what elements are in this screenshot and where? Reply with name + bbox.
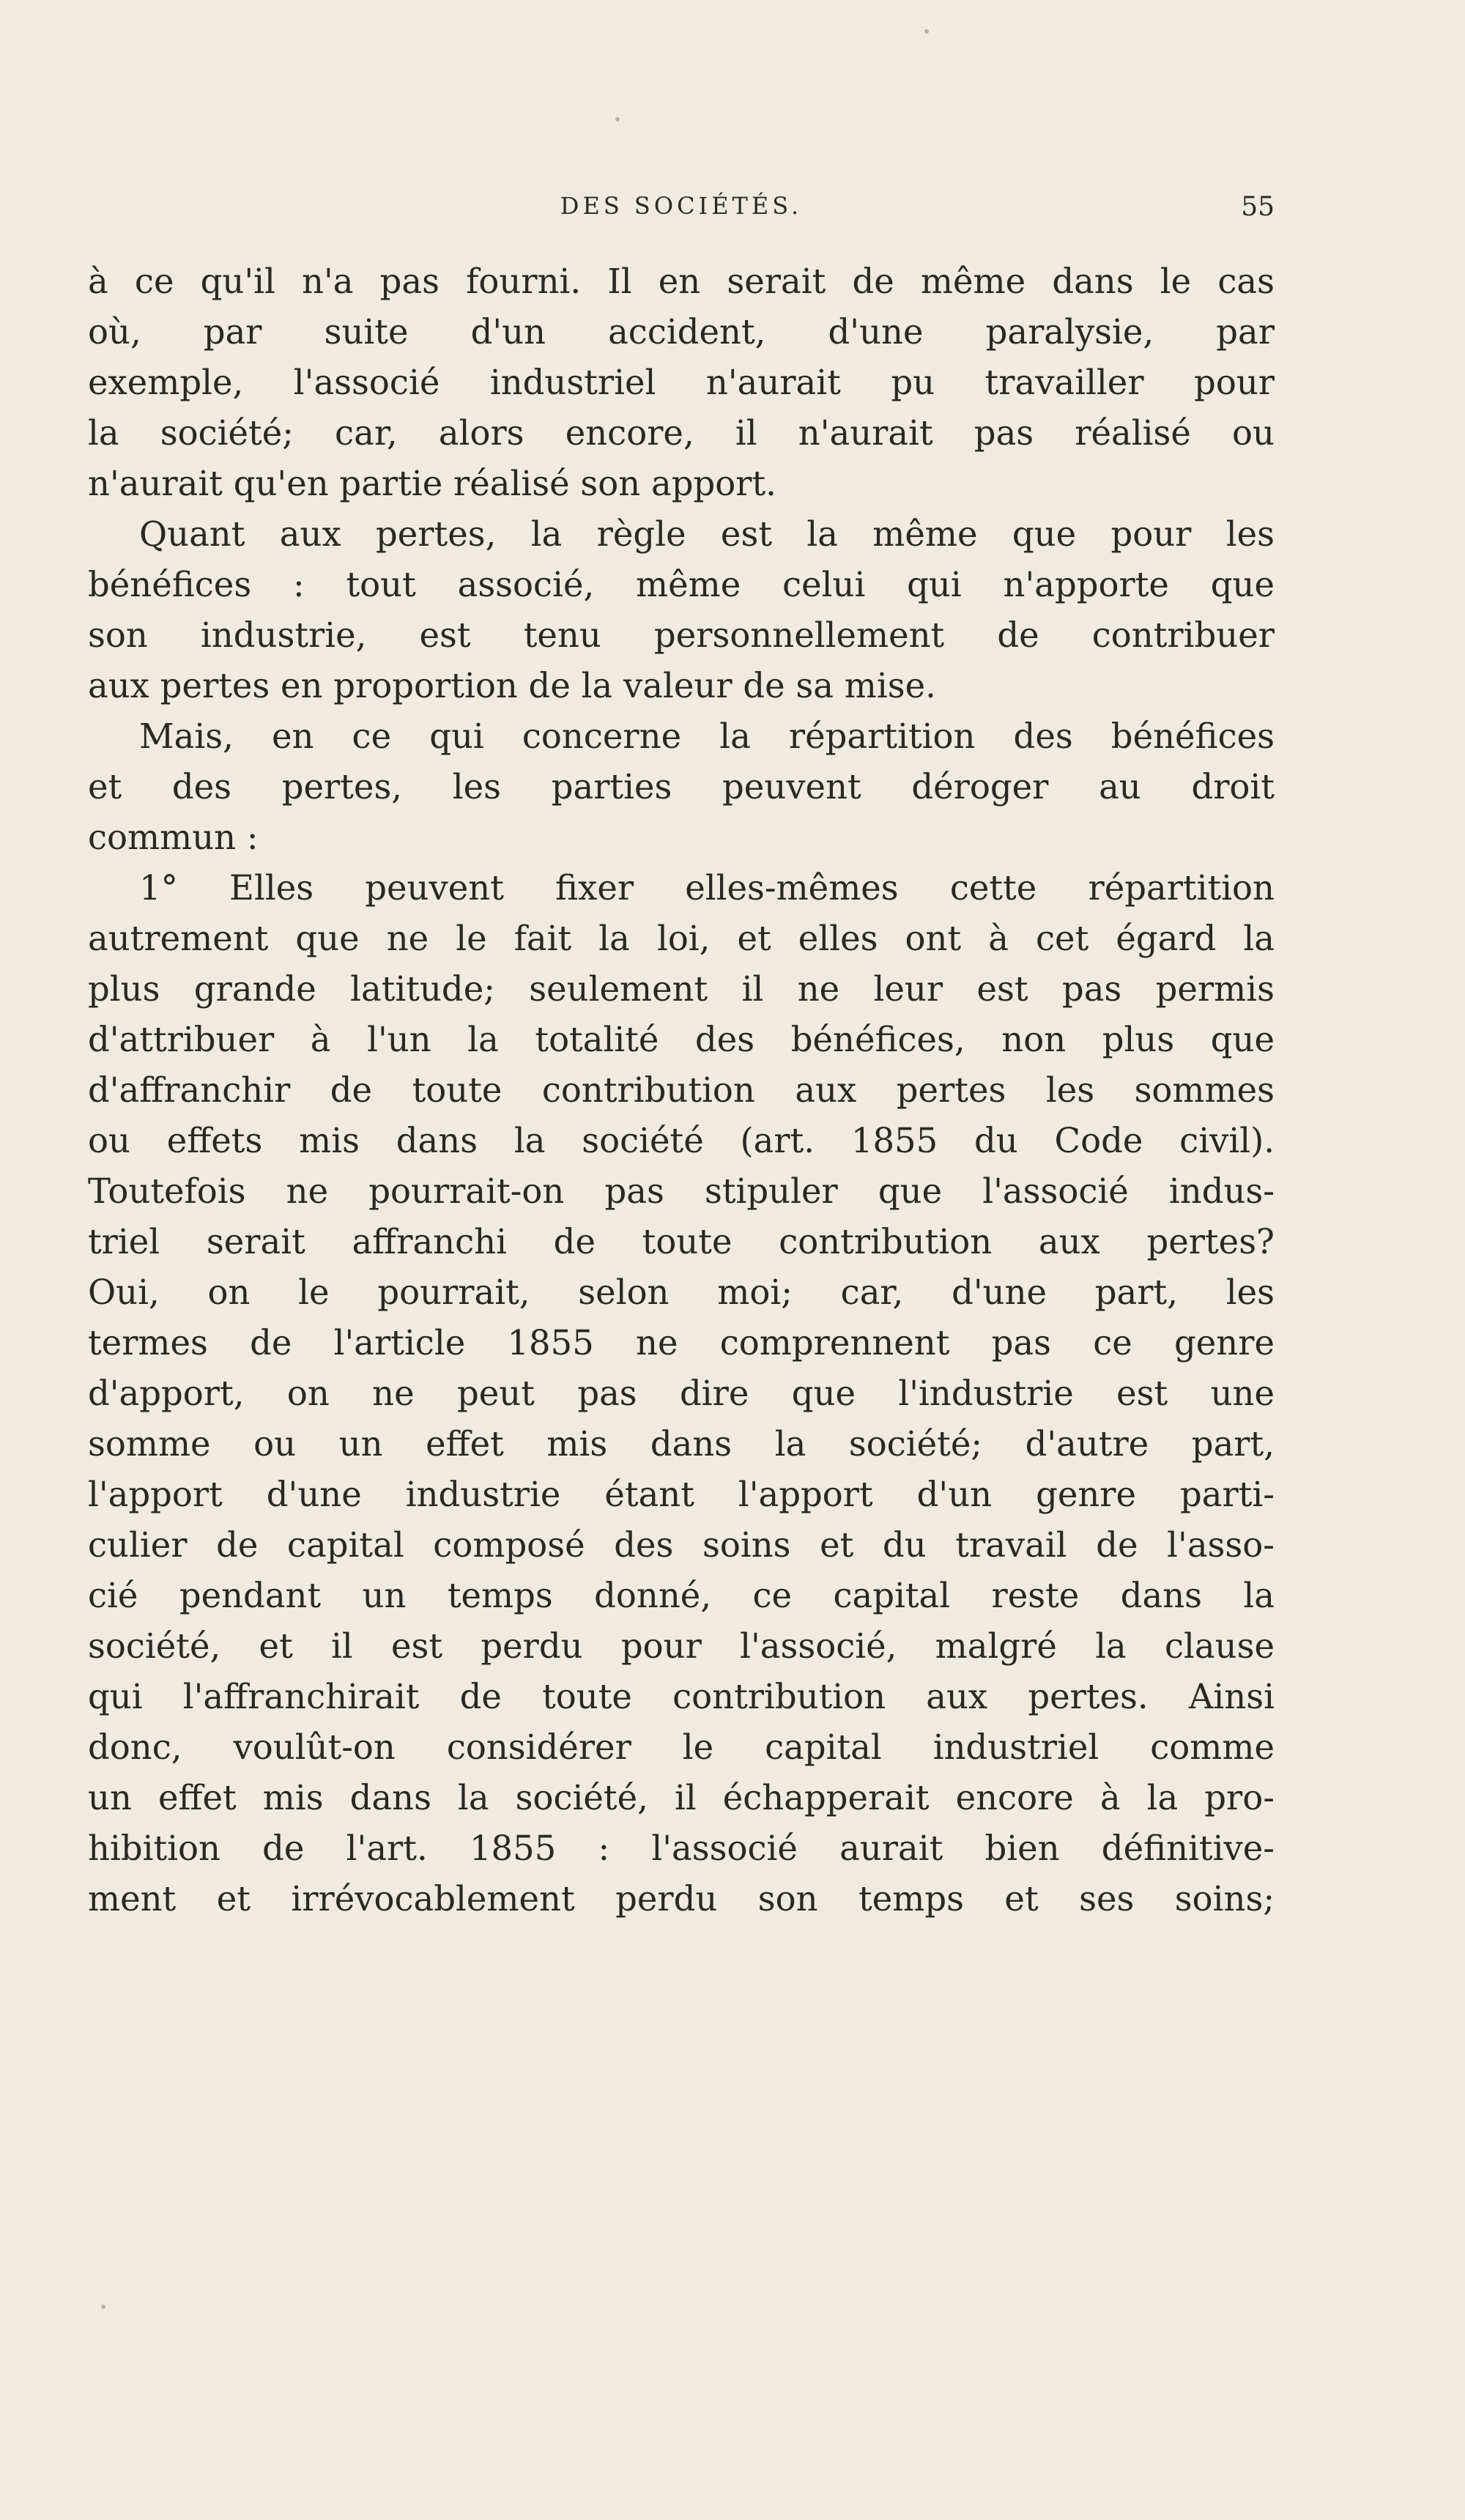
text-line: et des pertes, les parties peuvent déroger au droit <box>88 767 1275 807</box>
text-line: d'apport, on ne peut pas dire que l'industrie est une <box>88 1374 1275 1413</box>
text-line: ment et irrévocablement perdu son temps et ses soins; <box>88 1879 1275 1919</box>
text-line: à ce qu'il n'a pas fourni. Il en serait de même dans le cas <box>88 262 1275 301</box>
text-line: qui l'affranchirait de toute contribution aux pertes. Ainsi <box>88 1677 1275 1716</box>
text-line: triel serait affranchi de toute contribution aux pertes? <box>88 1222 1275 1261</box>
page-header <box>88 192 1275 229</box>
text-line: donc, voulût-on considérer le capital industriel comme <box>88 1727 1275 1767</box>
text-line: aux pertes en proportion de la valeur de sa mise. <box>88 666 936 705</box>
paragraph-start-line: Quant aux pertes, la règle est la même que pour les <box>139 514 1275 554</box>
text-line: d'affranchir de toute contribution aux pertes les sommes <box>88 1070 1275 1110</box>
text-line: hibition de l'art. 1855 : l'associé aurait bien définitive- <box>88 1828 1275 1868</box>
text-line: Oui, on le pourrait, selon moi; car, d'une part, les <box>88 1272 1275 1312</box>
text-line: d'attribuer à l'un la totalité des bénéfices, non plus que <box>88 1020 1275 1059</box>
paper-speck <box>615 117 620 122</box>
text-line: somme ou un effet mis dans la société; d'autre part, <box>88 1424 1275 1464</box>
text-line: ou effets mis dans la société (art. 1855 du Code civil). <box>88 1121 1275 1160</box>
text-line: n'aurait qu'en partie réalisé son apport. <box>88 464 776 503</box>
text-line: son industrie, est tenu personnellement de contribuer <box>88 615 1275 655</box>
paper-speck <box>101 2305 105 2309</box>
text-line: exemple, l'associé industriel n'aurait pu travailler pour <box>88 363 1275 402</box>
running-title: DES SOCIÉTÉS. <box>560 192 803 220</box>
text-line: autrement que ne le fait la loi, et elles ont à cet égard la <box>88 919 1275 958</box>
text-line: un effet mis dans la société, il échapperait encore à la pro- <box>88 1778 1275 1817</box>
page-number: 55 <box>1241 192 1275 222</box>
paragraph-start-line: Mais, en ce qui concerne la répartition des bénéfices <box>139 716 1275 756</box>
text-line: cié pendant un temps donné, ce capital reste dans la <box>88 1576 1275 1615</box>
text-line: termes de l'article 1855 ne comprennent pas ce genre <box>88 1323 1275 1363</box>
text-line: où, par suite d'un accident, d'une paralysie, par <box>88 312 1275 352</box>
paper-speck <box>924 29 929 34</box>
text-line: plus grande latitude; seulement il ne leur est pas permis <box>88 969 1275 1009</box>
text-line: Toutefois ne pourrait-on pas stipuler que l'associé indus- <box>88 1171 1275 1211</box>
text-line: société, et il est perdu pour l'associé, malgré la clause <box>88 1626 1275 1666</box>
page-body <box>88 256 1275 1924</box>
text-line: culier de capital composé des soins et du travail de l'asso- <box>88 1525 1275 1565</box>
text-line: l'apport d'une industrie étant l'apport d'un genre parti- <box>88 1475 1275 1514</box>
paragraph-start-line: 1° Elles peuvent fixer elles-mêmes cette répartition <box>139 868 1275 908</box>
text-line: bénéfices : tout associé, même celui qui n'apporte que <box>88 565 1275 604</box>
text-line: la société; car, alors encore, il n'aurait pas réalisé ou <box>88 413 1275 453</box>
text-line: commun : <box>88 818 259 857</box>
